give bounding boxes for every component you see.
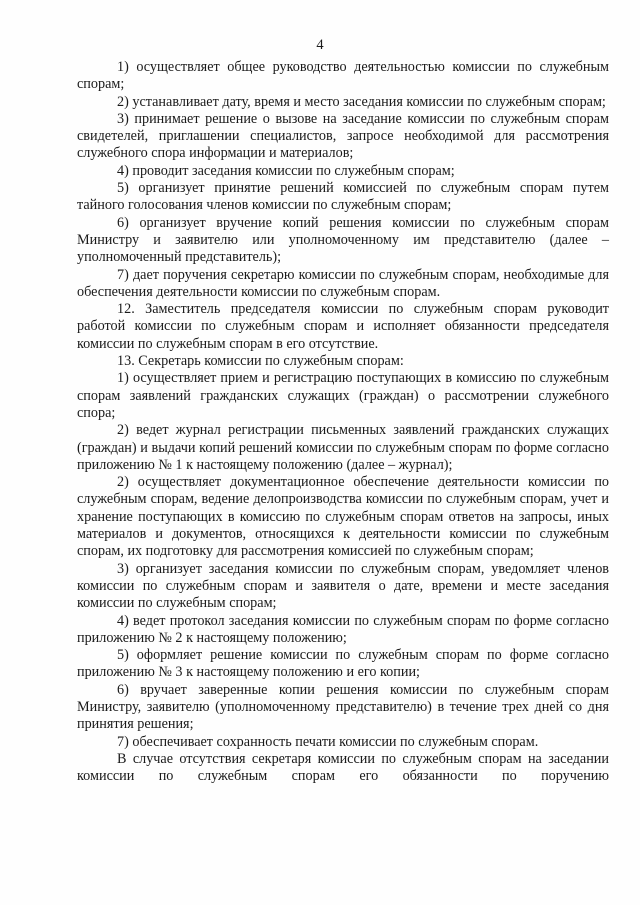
paragraph: 3) организует заседания комиссии по служебным спорам, уведомляет членов комиссии по служебным спорам и заявителя о дате, времени и месте заседания комиссии по служебным спорам; (77, 560, 609, 612)
paragraph: 2) осуществляет документационное обеспечение деятельности комиссии по служебным спорам, ведение делопроизводства комиссии по служебным спорам, учет и хранение поступающих в комиссию по служебным спорам ответов на запросы, иных материалов и документов, относящихся к деятельности комиссии по служебным спорам, их подготовку для рассмотрения комиссией по служебным спорам; (77, 474, 609, 560)
paragraph: 6) организует вручение копий решения комиссии по служебным спорам Министру и заявителю или уполномоченному им представителю (далее – уполномоченный представитель); (77, 214, 609, 266)
paragraph: 1) осуществляет прием и регистрацию поступающих в комиссию по служебным спорам заявлений гражданских служащих (граждан) о рассмотрении служебного спора; (77, 370, 609, 421)
paragraph: В случае отсутствия секретаря комиссии по служебным спорам на заседании комиссии по служебным спорам его обязанности по поручению (77, 750, 609, 785)
paragraph: 1) осуществляет общее руководство деятельностью комиссии по служебным спорам; (77, 59, 609, 93)
paragraph: 2) ведет журнал регистрации письменных заявлений гражданских служащих (граждан) и выдачи копий решений комиссии по служебным спорам по форме согласно приложению № 1 к настоящему положению (далее – журнал); (77, 422, 609, 473)
paragraph: 12. Заместитель председателя комиссии по служебным спорам руководит работой комиссии по служебным спорам и исполняет обязанности председателя комиссии по служебным спорам в его отсутствие. (77, 301, 609, 352)
paragraph: 6) вручает заверенные копии решения комиссии по служебным спорам Министру, заявителю (уполномоченному представителю) в течение трех дней со дня принятия решения; (77, 681, 609, 733)
paragraph: 3) принимает решение о вызове на заседание комиссии по служебным спорам свидетелей, приглашении специалистов, запросе необходимой для рассмотрения служебного спора информации и материалов; (77, 110, 609, 162)
paragraph: 2) устанавливает дату, время и место заседания комиссии по служебным спорам; (117, 93, 606, 110)
paragraph: 5) организует принятие решений комиссией по служебным спорам путем тайного голосования членов комиссии по служебным спорам; (77, 180, 609, 214)
paragraph: 4) проводит заседания комиссии по служебным спорам; (117, 162, 455, 179)
document-body (77, 59, 609, 785)
paragraph: 7) обеспечивает сохранность печати комиссии по служебным спорам. (117, 733, 539, 750)
page-number: 4 (316, 37, 324, 53)
paragraph: 4) ведет протокол заседания комиссии по служебным спорам по форме согласно приложению № 2 к настоящему положению; (77, 612, 609, 646)
paragraph: 13. Секретарь комиссии по служебным спорам: (117, 353, 404, 370)
paragraph: 5) оформляет решение комиссии по служебным спорам по форме согласно приложению № 3 к настоящему положению и его копии; (77, 647, 609, 681)
paragraph: 7) дает поручения секретарю комиссии по служебным спорам, необходимые для обеспечения деятельности комиссии по служебным спорам. (77, 266, 609, 300)
